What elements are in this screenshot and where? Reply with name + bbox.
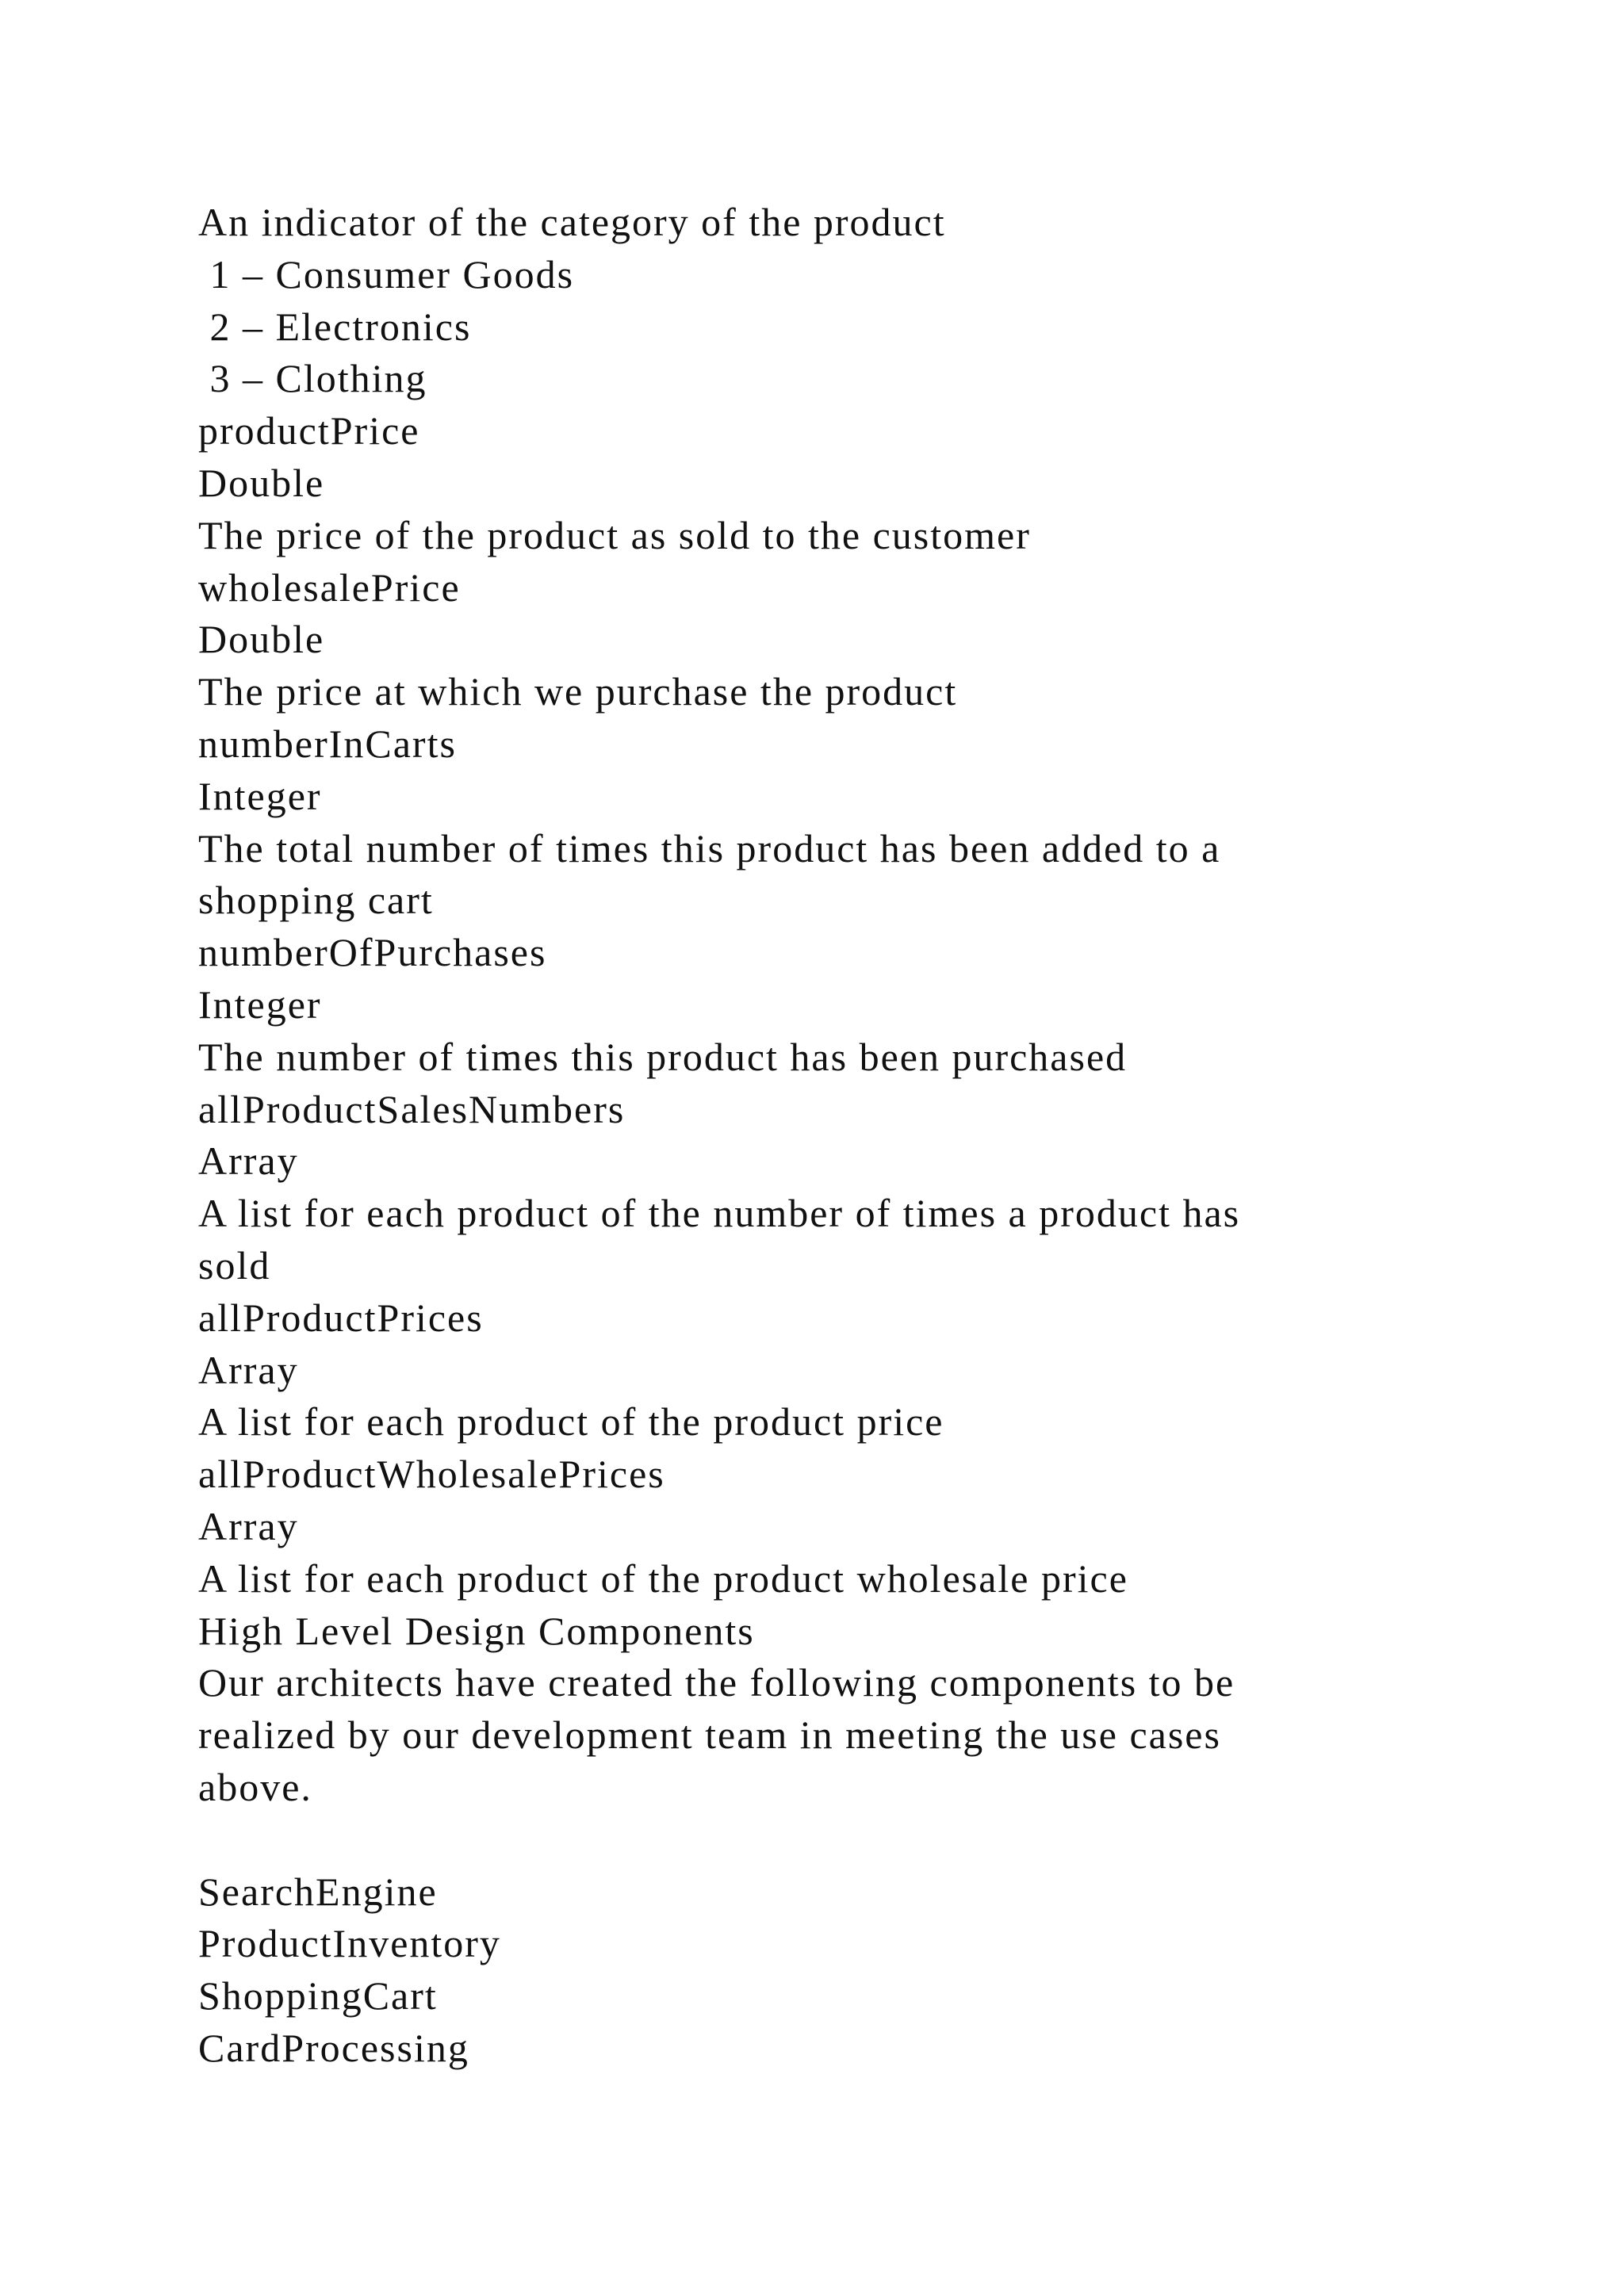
field-description-continued: sold xyxy=(198,1242,271,1288)
field-name-numberOfPurchases: numberOfPurchases xyxy=(198,930,547,975)
blank-line xyxy=(198,1814,1435,1866)
category-option-electronics: 2 – Electronics xyxy=(198,304,472,349)
field-type: Double xyxy=(198,460,325,505)
field-description: The total number of times this product has been added to a xyxy=(198,825,1221,871)
field-description: The price of the product as sold to the customer xyxy=(198,512,1031,557)
paragraph-line: Our architects have created the following components to be xyxy=(198,1660,1235,1705)
field-description: The number of times this product has been purchased xyxy=(198,1034,1128,1079)
component-cardprocessing: CardProcessing xyxy=(198,2025,469,2070)
field-name-numberInCarts: numberInCarts xyxy=(198,721,457,766)
text-line: An indicator of the category of the product xyxy=(198,200,946,244)
field-name-productPrice: productPrice xyxy=(198,408,420,453)
component-searchengine: SearchEngine xyxy=(198,1869,438,1914)
field-type: Integer xyxy=(198,773,322,818)
category-option-clothing: 3 – Clothing xyxy=(198,356,427,401)
field-description-continued: shopping cart xyxy=(198,878,434,923)
field-type: Double xyxy=(198,617,325,662)
field-type: Array xyxy=(198,1503,299,1548)
field-name-wholesalePrice: wholesalePrice xyxy=(198,564,461,610)
section-heading: High Level Design Components xyxy=(198,1608,755,1653)
field-type: Integer xyxy=(198,982,322,1027)
category-option-consumer-goods: 1 – Consumer Goods xyxy=(198,251,575,297)
paragraph-line: realized by our development team in meeting the use cases xyxy=(198,1712,1221,1758)
field-description: A list for each product of the number of times a product has xyxy=(198,1191,1241,1236)
field-type: Array xyxy=(198,1138,299,1184)
field-description: A list for each product of the product price xyxy=(198,1399,944,1445)
component-shoppingcart: ShoppingCart xyxy=(198,1973,438,2019)
field-type: Array xyxy=(198,1347,299,1392)
field-name-allProductPrices: allProductPrices xyxy=(198,1295,484,1340)
field-name-allProductSalesNumbers: allProductSalesNumbers xyxy=(198,1086,626,1131)
field-description: A list for each product of the product wholesale price xyxy=(198,1556,1128,1601)
field-name-allProductWholesalePrices: allProductWholesalePrices xyxy=(198,1452,665,1497)
field-description: The price at which we purchase the product xyxy=(198,669,958,714)
component-productinventory: ProductInventory xyxy=(198,1921,501,1966)
document-page xyxy=(198,197,1435,2075)
paragraph-line: above. xyxy=(198,1764,312,1809)
